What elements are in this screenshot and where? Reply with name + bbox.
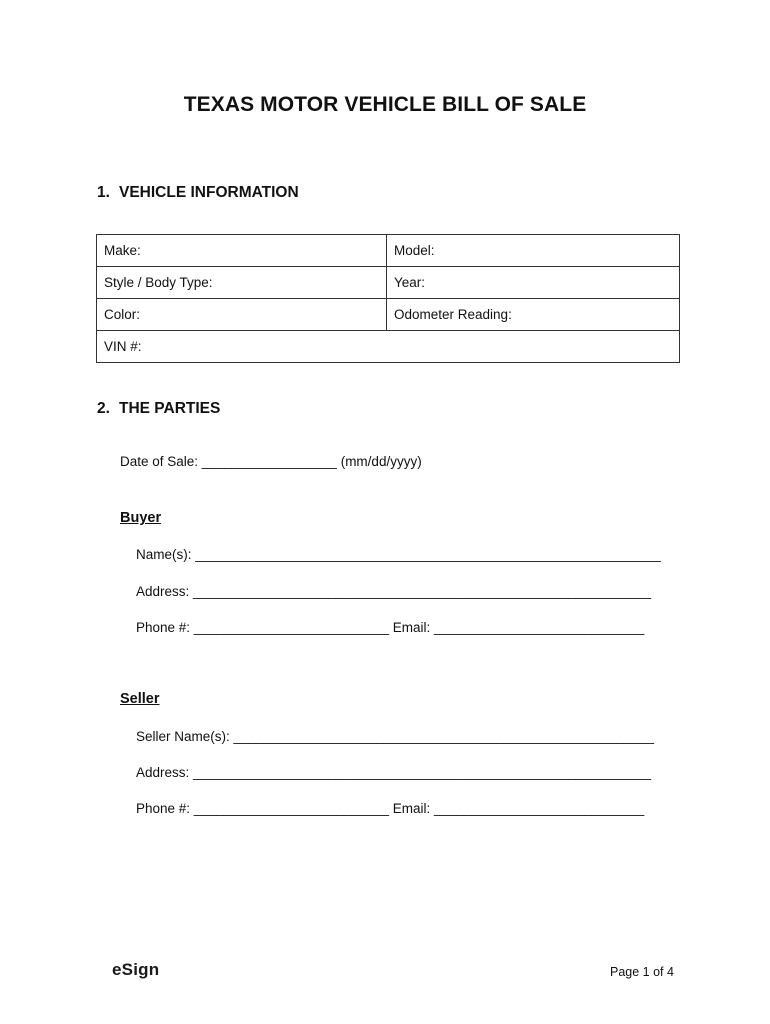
buyer-address-field[interactable]: Address: _____________________________________________________________: [136, 584, 652, 599]
date-of-sale-field[interactable]: Date of Sale: __________________ (mm/dd/yyyy): [120, 454, 422, 469]
table-row: [97, 299, 680, 331]
table-row: [97, 331, 680, 363]
section-1-heading: [97, 184, 299, 202]
section-2-number: 2.: [97, 400, 110, 417]
esign-logo: eSign: [112, 960, 160, 979]
buyer-phone-email-field[interactable]: Phone #: __________________________ Email: ____________________________: [136, 620, 645, 635]
odometer-field[interactable]: Odometer Reading:: [387, 299, 680, 331]
seller-phone-email-field[interactable]: Phone #: __________________________ Email: ____________________________: [136, 801, 645, 816]
seller-address-field[interactable]: Address: _____________________________________________________________: [136, 765, 652, 780]
document-title: TEXAS MOTOR VEHICLE BILL OF SALE: [183, 93, 587, 116]
table-row: [97, 267, 680, 299]
section-2-heading: [97, 400, 220, 418]
body-type-field[interactable]: Style / Body Type:: [97, 267, 387, 299]
section-1-number: 1.: [97, 184, 110, 201]
color-field[interactable]: Color:: [97, 299, 387, 331]
model-field[interactable]: Model:: [387, 235, 680, 267]
year-field[interactable]: Year:: [387, 267, 680, 299]
make-field[interactable]: Make:: [97, 235, 387, 267]
buyer-heading: Buyer: [120, 510, 162, 526]
seller-heading: Seller: [120, 691, 160, 707]
vehicle-info-table: [96, 234, 680, 363]
section-2-title: THE PARTIES: [119, 400, 221, 417]
seller-names-field[interactable]: Seller Name(s): ________________________________________________________: [136, 729, 654, 744]
section-1-title: VEHICLE INFORMATION: [119, 184, 299, 201]
buyer-names-field[interactable]: Name(s): ______________________________________________________________: [136, 547, 661, 562]
vin-field[interactable]: VIN #:: [97, 331, 680, 363]
table-row: [97, 235, 680, 267]
page-number: Page 1 of 4: [610, 965, 674, 979]
